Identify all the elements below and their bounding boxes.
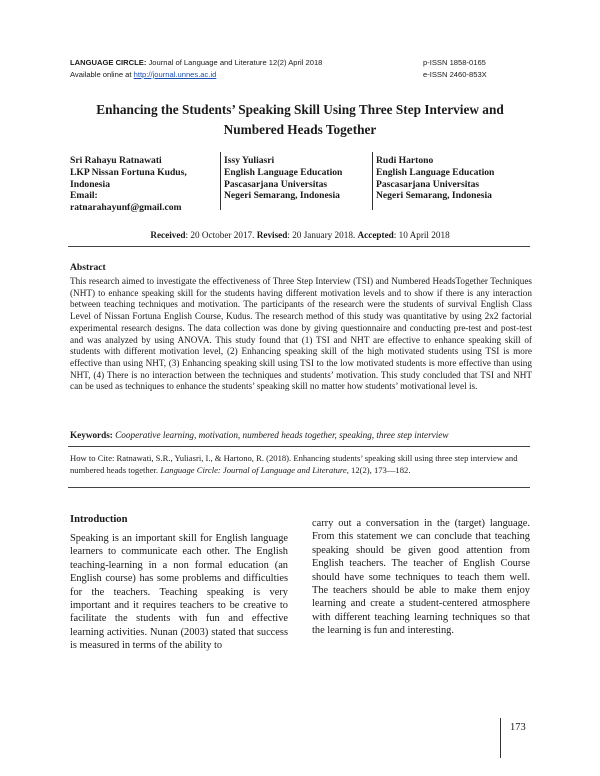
keywords-text: Cooperative learning, motivation, numbered heads together, speaking, three step interview <box>115 430 449 440</box>
received-date: : 20 October 2017. <box>185 230 257 240</box>
author-2-program: English Language Education <box>224 166 343 178</box>
journal-header-right <box>423 57 487 81</box>
author-2-name: Issy Yuliasri <box>224 155 275 166</box>
title-line-2: Numbered Heads Together <box>223 122 377 137</box>
paper-title <box>60 100 540 140</box>
availability-line <box>70 69 322 81</box>
journal-issue: Journal of Language and Literature 12(2) April 2018 <box>146 58 323 67</box>
author-1 <box>70 155 220 214</box>
author-3-name: Rudi Hartono <box>376 155 434 166</box>
author-1-affiliation: LKP Nissan Fortuna Kudus, <box>70 166 187 178</box>
keywords-label: Keywords: <box>70 430 113 440</box>
how-to-cite <box>70 453 538 476</box>
author-1-name: Sri Rahayu Ratnawati <box>70 155 162 166</box>
submission-dates <box>60 230 540 240</box>
keywords <box>70 430 540 440</box>
journal-link[interactable]: http://journal.unnes.ac.id <box>133 70 217 79</box>
available-prefix: Available online at <box>70 70 134 79</box>
author-3-program: English Language Education <box>376 166 495 178</box>
citation-journal: Language Circle: Journal of Language and Literature <box>160 464 347 475</box>
citation-text: How to Cite: Ratnawati, S.R., Yuliasri, I., & Hartono, R. (2018). Enhancing students’ speaking skill using three step interview and numbered heads together. <box>70 453 518 475</box>
accepted-date: : 10 April 2018 <box>393 230 450 240</box>
author-divider-2 <box>372 152 373 210</box>
author-2-school: Pascasarjana Universitas <box>224 178 328 190</box>
journal-name: LANGUAGE CIRCLE: <box>70 58 147 67</box>
revised-date: : 20 January 2018. <box>287 230 358 240</box>
author-divider-1 <box>220 152 221 210</box>
divider-top <box>68 246 530 247</box>
introduction-heading: Introduction <box>70 514 128 525</box>
page-number-rule <box>500 718 501 758</box>
abstract-heading: Abstract <box>70 262 106 273</box>
author-3-university: Negeri Semarang, Indonesia <box>376 190 492 202</box>
author-2 <box>224 155 370 202</box>
divider-bottom <box>68 487 530 488</box>
eissn: e-ISSN 2460-853X <box>423 70 487 79</box>
author-2-university: Negeri Semarang, Indonesia <box>224 190 340 202</box>
abstract-text: This research aimed to investigate the effectiveness of Three Step Interview (TSI) and Numbered HeadsTogether Techniques (NHT) to enhance speaking skill for the students having different motivation levels and to show if there is any interaction between teaching techniques and motivation. The participants of the research were the students of survival English Class Level of Nissan Fortuna English Course, Kudus. The research method of this study was quantitative by using 2x2 factorial experimental research designs. The data collection was done by giving questionnaire and conducting pre-test and post-test and was analyzed by using ANOVA. This study found that (1) TSI and NHT are effective to enhance speaking skill of students with different motivation level, (2) Enhancing speaking skill of the high motivated students using TSI is more effective than using NHT, (3) Enhancing speaking skill using TSI to the low motivated students is more effective than using NHT, (4) There is no interaction between the techniques and students’ motivation. This study concluded that TSI and NHT can be used as techniques to enhance the students’ speaking skill no matter how students’ motivational level is. <box>70 276 532 392</box>
pissn: p-ISSN 1858-0165 <box>423 58 486 67</box>
divider-keywords <box>68 446 530 447</box>
accepted-label: Accepted <box>357 230 394 240</box>
introduction-right-column: carry out a conversation in the (target) language. From this statement we can conclude that teaching speaking should be given good attention from English teachers. The teacher of English Course should have some techniques to teach them well. The teachers should be able to make them enjoy learning and create a student-centered atmosphere with different teaching learning techniques so that the learning is fun and interesting. <box>312 518 530 637</box>
title-line-1: Enhancing the Students’ Speaking Skill Using Three Step Interview and <box>96 102 504 117</box>
citation-pages: , 12(2), 173—182. <box>346 464 411 475</box>
author-1-email-label: Email: <box>70 190 98 202</box>
author-1-email: ratnarahayunf@gmail.com <box>70 202 182 214</box>
journal-header-left <box>70 57 322 81</box>
received-label: Received <box>150 230 186 240</box>
journal-info-line <box>70 57 322 69</box>
author-3-school: Pascasarjana Universitas <box>376 178 480 190</box>
page-number: 173 <box>510 722 526 733</box>
revised-label: Revised <box>256 230 288 240</box>
author-1-country: Indonesia <box>70 178 110 190</box>
introduction-left-column: Speaking is an important skill for English language learners to communicate each other. The English teaching-learning in a non formal education (an English course) has some problems and difficulties for the teachers. Teaching speaking is very important and it requires teachers to be creative to facilitate the students with fun and effective learning activities. Nunan (2003) stated that success is measured in terms of the ability to <box>70 533 288 652</box>
author-3 <box>376 155 536 202</box>
